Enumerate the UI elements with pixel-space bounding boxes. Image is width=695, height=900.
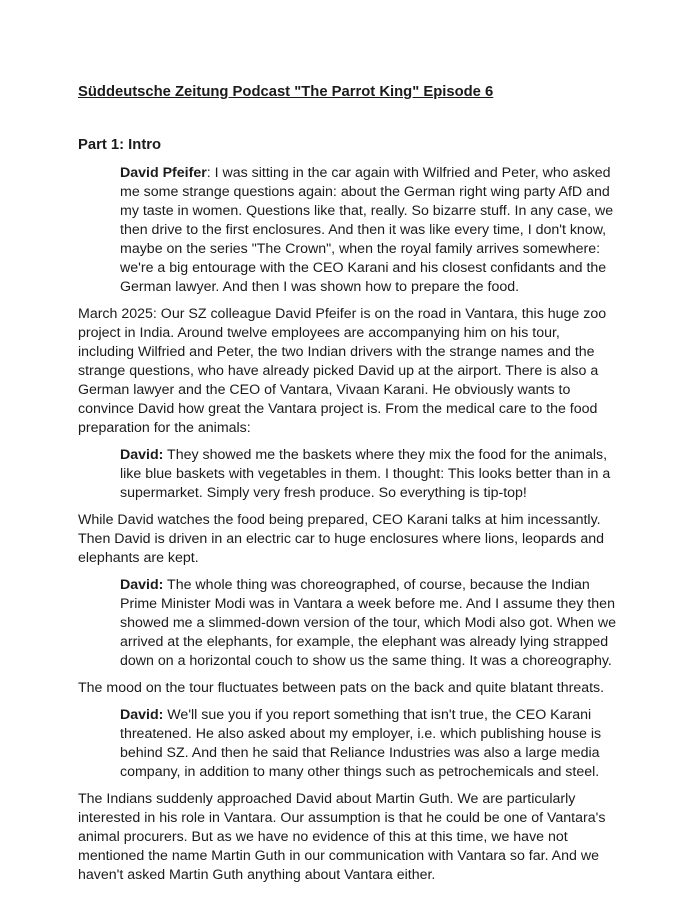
section-heading: Part 1: Intro <box>78 137 162 153</box>
paragraph-text: : I was sitting in the car again with Wilfried and Peter, who asked me some strange questions again: about the German right wing party AfD and my taste in women. Questions like that, really. So bizarre stuff. In any case, we then drive to the first enclosures. And then it was like every time, I don't know, maybe on the series "The Crown", when the royal family arrives somewhere: we're a big entourage with the CEO Karani and his closest confidants and the German lawyer. And then I was shown how to prepare the food. <box>120 165 614 295</box>
paragraph-text: The mood on the tour fluctuates between pats on the back and quite blatant threats. <box>78 680 605 696</box>
narration-paragraph <box>78 679 617 698</box>
speaker-label: David Pfeifer <box>120 165 207 181</box>
speaker-label: David: <box>120 577 164 593</box>
paragraph-text: They showed me the baskets where they mix the food for the animals, like blue baskets with vegetables in them. I thought: This looks better than in a supermarket. Simply very fresh produce. So everything is tip-top! <box>120 447 611 501</box>
quote-paragraph <box>120 706 617 782</box>
paragraph-text: The whole thing was choreographed, of course, because the Indian Prime Minister Modi was in Vantara a week before me. And I assume they then showed me a slimmed-down version of the tour, which Modi also got. When we arrived at the elephants, for example, the elephant was already lying strapped down on a horizontal couch to show us the same thing. It was a choreography. <box>120 577 617 669</box>
paragraph-text: March 2025: Our SZ colleague David Pfeifer is on the road in Vantara, this huge zoo project in India. Around twelve employees are accompanying him on his tour, including Wilfried and Peter, the two Indian drivers with the strange names and the strange questions, who have already picked David up at the airport. There is also a German lawyer and the CEO of Vantara, Vivaan Karani. He obviously wants to convince David how great the Vantara project is. From the medical care to the food preparation for the animals: <box>78 306 607 436</box>
narration-paragraph <box>78 305 617 438</box>
document-title: Süddeutsche Zeitung Podcast "The Parrot King" Episode 6 <box>78 84 494 100</box>
paragraph-text: While David watches the food being prepared, CEO Karani talks at him incessantly. Then David is driven in an electric car to huge enclosures where lions, leopards and elephants are kept. <box>78 512 605 566</box>
narration-paragraph <box>78 790 617 885</box>
quote-paragraph <box>120 576 617 671</box>
speaker-label: David: <box>120 447 164 463</box>
paragraphs <box>78 164 617 885</box>
speaker-label: David: <box>120 707 164 723</box>
paragraph-text: The Indians suddenly approached David about Martin Guth. We are particularly interested in his role in Vantara. Our assumption is that he could be one of Vantara's animal procurers. But as we have no evidence of this at this time, we have not mentioned the name Martin Guth in our communication with Vantara so far. And we haven't asked Martin Guth anything about Vantara either. <box>78 791 606 883</box>
quote-paragraph <box>120 164 617 297</box>
paragraph-text: We'll sue you if you report something that isn't true, the CEO Karani threatened. He also asked about my employer, i.e. which publishing house is behind SZ. And then he said that Reliance Industries was also a large media company, in addition to many other things such as petrochemicals and steel. <box>120 707 602 780</box>
narration-paragraph <box>78 511 617 568</box>
quote-paragraph <box>120 446 617 503</box>
